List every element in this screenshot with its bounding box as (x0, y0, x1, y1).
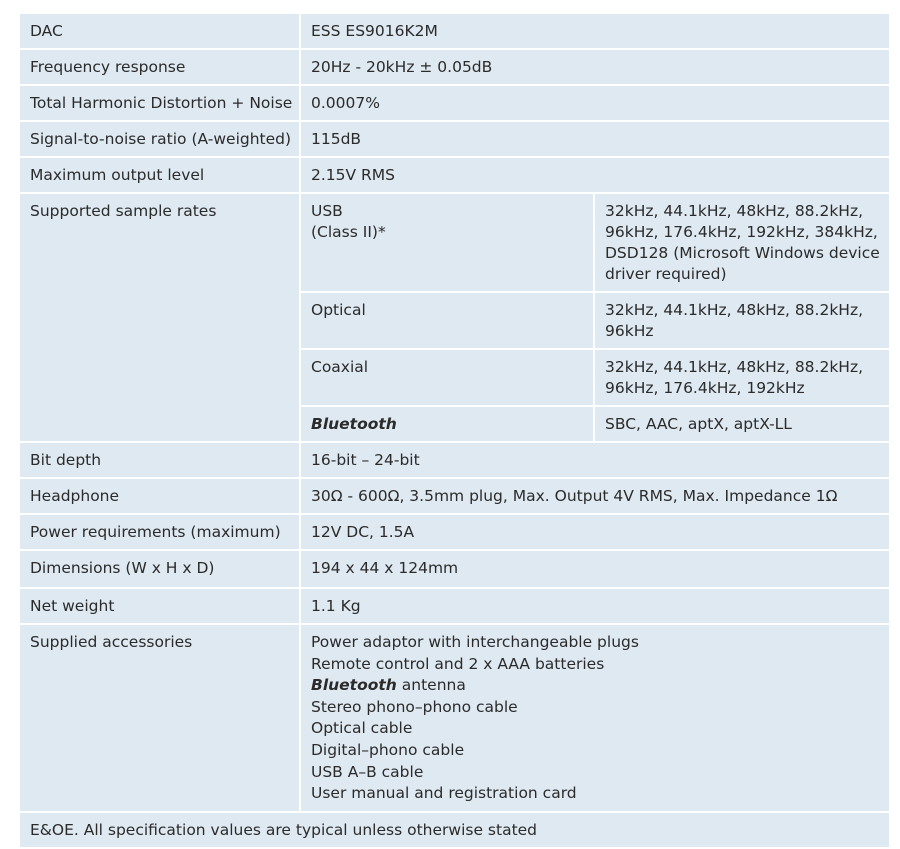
bluetooth-word: Bluetooth (311, 676, 397, 695)
row-label: Net weight (20, 589, 301, 623)
row-label: Headphone (20, 479, 301, 513)
sub-label-coaxial: Coaxial (301, 350, 595, 405)
row-label: Signal-to-noise ratio (A-weighted) (20, 122, 301, 156)
list-item: Remote control and 2 x AAA batteries (311, 654, 605, 673)
row-label: DAC (20, 14, 301, 48)
row-label: Supplied accessories (20, 625, 301, 811)
row-label: Maximum output level (20, 158, 301, 192)
list-item: USB A–B cable (311, 762, 424, 781)
table-row (20, 515, 889, 549)
sub-label-optical: Optical (301, 293, 595, 348)
table-row (20, 122, 889, 156)
sub-value-optical: 32kHz, 44.1kHz, 48kHz, 88.2kHz, 96kHz (595, 293, 889, 348)
table-row (20, 86, 889, 120)
row-label: Dimensions (W x H x D) (20, 551, 301, 587)
table-row (20, 158, 889, 192)
table-row (20, 551, 889, 587)
row-label: Supported sample rates (20, 194, 301, 441)
table-row (20, 443, 889, 477)
table-row (20, 479, 889, 513)
usb-line1: USB (311, 202, 343, 220)
usb-line2: (Class II)* (311, 223, 386, 241)
table-row (20, 14, 889, 48)
row-label: Frequency response (20, 50, 301, 84)
spec-table (20, 12, 889, 849)
antenna-text: antenna (401, 676, 466, 695)
row-value: 0.0007% (301, 86, 889, 120)
table-row (20, 589, 889, 623)
row-value: 12V DC, 1.5A (301, 515, 889, 549)
list-item: Power adaptor with interchangeable plugs (311, 633, 639, 651)
list-item: Stereo phono–phono cable (311, 697, 518, 716)
sub-label-bluetooth: Bluetooth (301, 407, 595, 441)
list-item (311, 675, 889, 697)
row-label: Total Harmonic Distortion + Noise (20, 86, 301, 120)
sub-value-coaxial: 32kHz, 44.1kHz, 48kHz, 88.2kHz, 96kHz, 176.4kHz, 192kHz (595, 350, 889, 405)
table-row (20, 813, 889, 847)
list-item: Digital–phono cable (311, 740, 465, 759)
accessories-cell (301, 625, 889, 811)
row-value: ESS ES9016K2M (301, 14, 889, 48)
row-value: 30Ω - 600Ω, 3.5mm plug, Max. Output 4V RMS, Max. Impedance 1Ω (301, 479, 889, 513)
table-row (20, 625, 889, 811)
row-value: 16-bit – 24-bit (301, 443, 889, 477)
row-value: 194 x 44 x 124mm (301, 551, 889, 587)
row-label: Bit depth (20, 443, 301, 477)
accessories-list (311, 632, 889, 805)
sub-label-usb (301, 194, 595, 291)
row-value: 1.1 Kg (301, 589, 889, 623)
row-value: 115dB (301, 122, 889, 156)
row-value: 2.15V RMS (301, 158, 889, 192)
row-value: 20Hz - 20kHz ± 0.05dB (301, 50, 889, 84)
table-row (20, 194, 889, 291)
table-row (20, 50, 889, 84)
sub-value-usb: 32kHz, 44.1kHz, 48kHz, 88.2kHz, 96kHz, 176.4kHz, 192kHz, 384kHz, DSD128 (Microsoft Windows device driver required) (595, 194, 889, 291)
footnote: E&OE. All specification values are typical unless otherwise stated (20, 813, 889, 847)
list-item: User manual and registration card (311, 784, 577, 803)
list-item: Optical cable (311, 719, 413, 738)
row-label: Power requirements (maximum) (20, 515, 301, 549)
sub-value-bluetooth: SBC, AAC, aptX, aptX-LL (595, 407, 889, 441)
